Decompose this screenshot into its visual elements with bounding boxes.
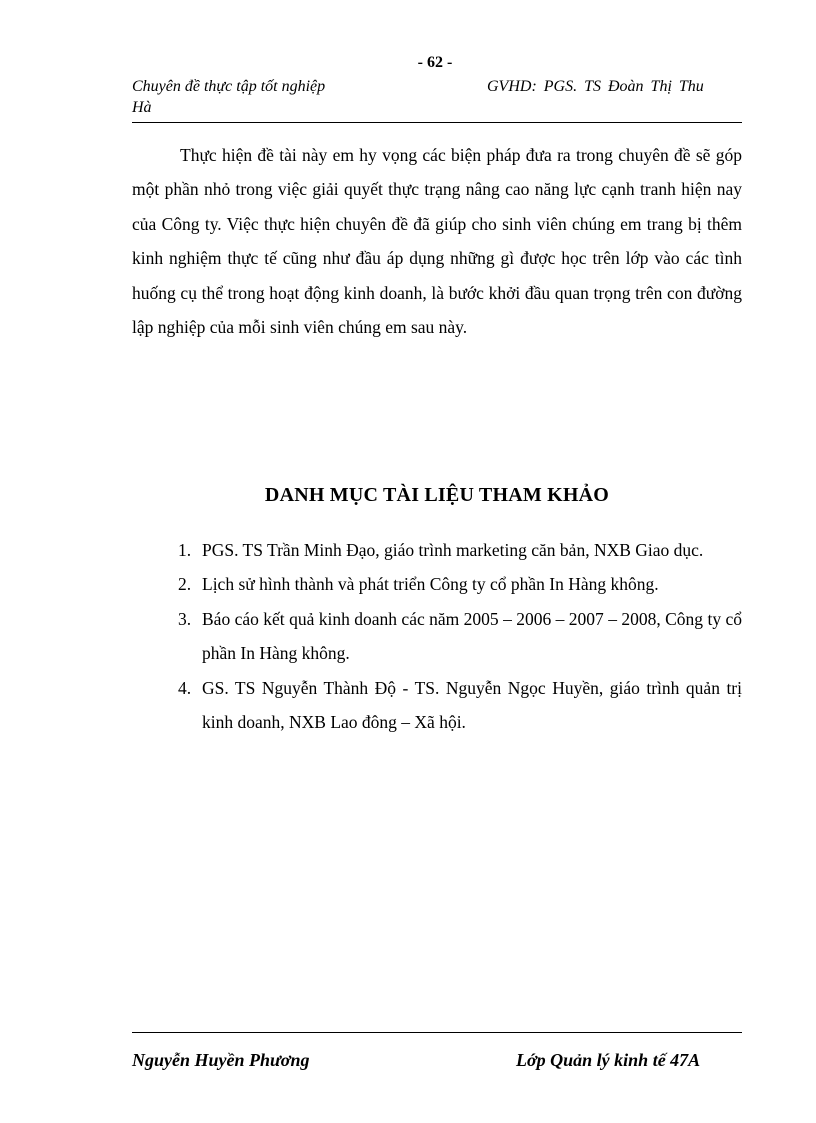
header-divider bbox=[132, 122, 742, 123]
reference-number: 3. bbox=[178, 608, 192, 629]
references-title: DANH MỤC TÀI LIỆU THAM KHẢO bbox=[264, 484, 610, 506]
header-supervisor-name-continued: Hà bbox=[132, 99, 152, 116]
reference-text: PGS. TS Trần Minh Đạo, giáo trình marketing căn bản, NXB Giao dục. bbox=[202, 540, 704, 560]
reference-number: 1. bbox=[178, 540, 192, 560]
conclusion-paragraph: Thực hiện đề tài này em hy vọng các biện pháp đưa ra trong chuyên đề sẽ góp một phần nhỏ trong việc giải quyết thực trạng nâng cao năng lực cạnh tranh hiện nay của Công ty. Việc thực hiện chuyên đề đã giúp cho sinh viên chúng em trang bị thêm kinh nghiệm thực tế cũng như đầu áp dụng những gì được học trên lớp vào các tình huống cụ thể trong hoạt động kinh doanh, là bước khởi đầu quan trọng trên con đường lập nghiệp của mỗi sinh viên chúng em sau này. bbox=[132, 145, 742, 338]
reference-list bbox=[132, 533, 742, 739]
footer-divider bbox=[132, 1032, 742, 1033]
page-number: - 62 - bbox=[417, 54, 453, 71]
header-document-title: Chuyên đề thực tập tốt nghiệp bbox=[132, 78, 326, 95]
reference-number: 4. bbox=[178, 677, 192, 698]
reference-number: 2. bbox=[178, 574, 192, 595]
reference-item bbox=[132, 567, 742, 601]
header-supervisor: GVHD: PGS. TS Đoàn Thị Thu bbox=[487, 78, 704, 95]
reference-item bbox=[132, 533, 742, 567]
footer-class: Lớp Quản lý kinh tế 47A bbox=[516, 1050, 701, 1070]
footer-author: Nguyễn Huyền Phương bbox=[132, 1050, 310, 1070]
reference-text: Lịch sử hình thành và phát triển Công ty cổ phần In Hàng không. bbox=[202, 574, 659, 595]
reference-text: GS. TS Nguyễn Thành Độ - TS. Nguyễn Ngọc Huyền, giáo trình quản trị kinh doanh, NXB Lao đông – Xã hội. bbox=[202, 677, 742, 733]
reference-text: Báo cáo kết quả kinh doanh các năm 2005 – 2006 – 2007 – 2008, Công ty cổ phần In Hàng không. bbox=[202, 608, 742, 664]
reference-item bbox=[132, 602, 742, 671]
reference-item bbox=[132, 671, 742, 740]
